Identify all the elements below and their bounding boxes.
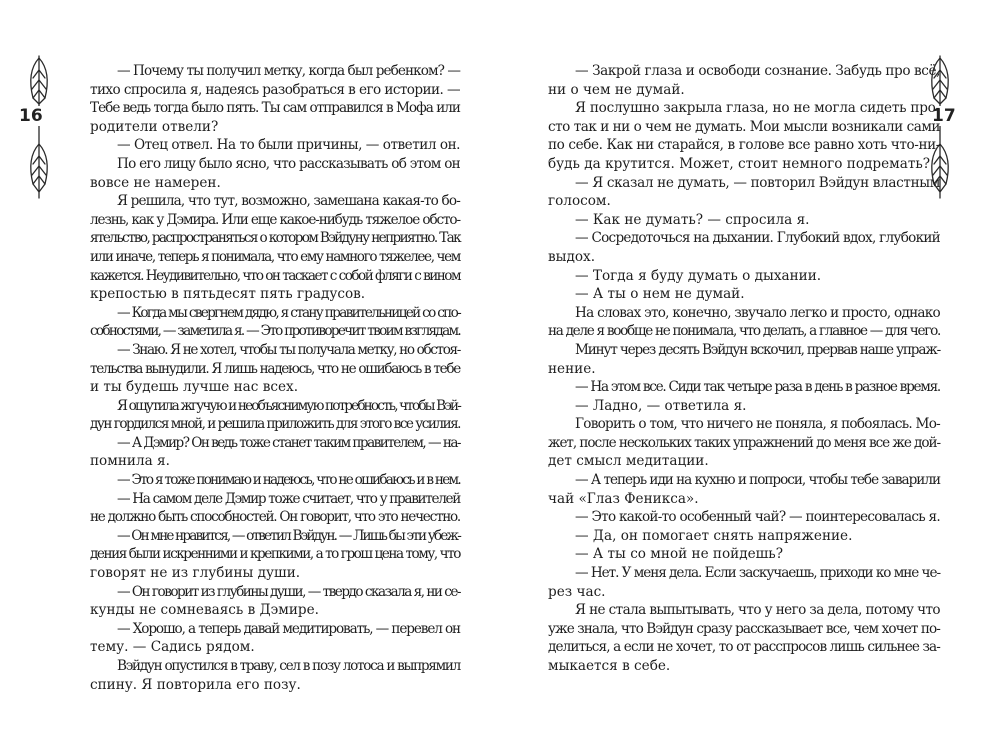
text-line: мыкается в себе.: [548, 658, 671, 674]
text-line: дения были искренними и крепкими, а то грош цена тому, что: [90, 546, 460, 563]
text-line: На словах это, конечно, звучало легко и просто, однако: [575, 304, 940, 321]
text-line: выдох.: [548, 248, 596, 265]
text-line: Я не стала выпытывать, что у него за дела, потому что: [575, 602, 940, 619]
text-line: на деле я вообще не понимала, что делать, а главное — для чего.: [548, 323, 940, 340]
text-line: — Он мне нравится, — ответил Вэйдун. — Лишь бы эти убеж-: [117, 527, 460, 544]
text-line: — Я сказал не думать, — повторил Вэйдун властным: [575, 174, 940, 191]
text-line: — Нет. У меня дела. Если заскучаешь, приходи ко мне че-: [575, 565, 940, 582]
text-column: [90, 62, 460, 694]
text-line: дет смысл медитации.: [548, 453, 709, 470]
feather-icon: [24, 52, 54, 202]
text-line: Вэйдун опустился в траву, сел в позу лотоса и выпрямил: [117, 658, 460, 674]
text-line: нение.: [548, 360, 596, 377]
text-line: не должно быть способностей. Он говорит, что это нечестно.: [90, 509, 460, 526]
text-line: — Он говорит из глубины души, — твердо сказала я, ни се-: [117, 583, 460, 600]
text-line: дун гордился мной, и решила приложить для этого все усилия.: [90, 416, 460, 433]
text-line: или иначе, теперь я понимала, что ему намного тяжелее, чем: [90, 248, 460, 265]
text-line: — Это я тоже понимаю и надеюсь, что не ошибаюсь и в нем.: [117, 472, 460, 489]
text-line: жет, после нескольких таких упражнений до меня все же дой-: [548, 434, 940, 451]
text-line: тему. — Садись рядом.: [90, 639, 255, 656]
text-line: Тебе ведь тогда было пять. Ты сам отправился в Мофа или: [90, 100, 460, 117]
text-line: крепостью в пятьдесят пять градусов.: [90, 286, 366, 303]
right-page: [500, 0, 1000, 750]
text-line: ятельство, распространяться о котором Вэйдуну неприятно. Так: [90, 230, 460, 247]
text-line: и ты будешь лучше нас всех.: [90, 379, 299, 396]
text-line: — Это какой-то особенный чай? — поинтересовалась я.: [575, 509, 940, 526]
text-line: чай «Глаз Феникса».: [548, 490, 699, 507]
text-line: говорят не из глубины души.: [90, 565, 301, 582]
text-line: — А ты со мной не пойдешь?: [575, 546, 783, 563]
text-line: делиться, а если не хочет, то от расспросов лишь сильнее за-: [548, 639, 940, 656]
text-line: по себе. Как ни старайся, в голове все равно хоть что-ни-: [548, 137, 940, 154]
text-line: сто так и ни о чем не думать. Мои мысли возникали сами: [548, 118, 940, 135]
text-line: кунды не сомневаясь в Дэмире.: [90, 602, 319, 619]
text-line: будь да крутится. Может, стоит немного подремать?: [548, 155, 931, 172]
text-line: — Ладно, — ответила я.: [575, 397, 747, 414]
text-line: собностями, — заметила я. — Это противоречит твоим взглядам.: [90, 323, 460, 340]
text-column: [548, 62, 940, 676]
text-line: — Сосредоточься на дыхании. Глубокий вдох, глубокий: [575, 230, 940, 247]
text-line: голосом.: [548, 193, 611, 210]
text-line: вовсе не намерен.: [90, 174, 221, 191]
text-line: тихо спросила я, надеясь разобраться в его истории. —: [90, 81, 460, 98]
text-line: — А теперь иди на кухню и попроси, чтобы тебе заварили: [575, 472, 940, 489]
text-line: — А Дэмир? Он ведь тоже станет таким правителем, — на-: [117, 434, 460, 451]
text-line: — Да, он помогает снять напряжение.: [575, 527, 853, 544]
text-line: — Почему ты получил метку, когда был ребенком? —: [117, 63, 460, 79]
text-line: — На самом деле Дэмир тоже считает, что у правителей: [117, 490, 460, 507]
text-line: Минут через десять Вэйдун вскочил, прервав наше упраж-: [575, 341, 940, 358]
text-line: уже знала, что Вэйдун сразу рассказывает все, чем хочет по-: [548, 620, 940, 637]
text-line: родители отвели?: [90, 118, 219, 135]
text-line: кажется. Неудивительно, что он таскает с собой фляги с вином: [90, 267, 460, 284]
text-line: — Отец отвел. На то были причины, — ответил он.: [117, 137, 460, 154]
text-line: Я ощутила жгучую и необъяснимую потребность, чтобы Вэй-: [117, 397, 460, 414]
text-line: — Когда мы свергнем дядю, я стану правительницей со спо-: [117, 304, 460, 321]
text-line: Я послушно закрыла глаза, но не могла сидеть про-: [575, 100, 940, 117]
text-line: — А ты о нем не думай.: [575, 286, 745, 303]
text-line: — Закрой глаза и освободи сознание. Забудь про всё,: [575, 63, 940, 79]
text-line: — Тогда я буду думать о дыхании.: [575, 267, 822, 284]
text-line: ни о чем не думай.: [548, 81, 685, 98]
text-line: — Как не думать? — спросила я.: [575, 211, 810, 228]
text-line: По его лицу было ясно, что рассказывать об этом он: [117, 155, 460, 172]
text-line: Говорить о том, что ничего не поняла, я побоялась. Мо-: [575, 416, 940, 433]
text-line: помнила я.: [90, 453, 170, 470]
page-number: 16: [19, 106, 43, 126]
text-line: лезнь, как у Дэмира. Или еще какое-нибудь тяжелое обсто-: [90, 211, 460, 228]
text-line: Я решила, что тут, возможно, замешана какая-то бо-: [117, 193, 460, 210]
text-line: спину. Я повторила его позу.: [90, 676, 301, 693]
text-line: тельства вынудили. Я лишь надеюсь, что не ошибаюсь в тебе: [90, 360, 460, 377]
page-number: 17: [932, 106, 956, 126]
text-line: — Хорошо, а теперь давай медитировать, — перевел он: [117, 620, 460, 637]
text-line: — На этом все. Сиди так четыре раза в день в разное время.: [575, 379, 940, 396]
text-line: — Знаю. Я не хотел, чтобы ты получала метку, но обстоя-: [117, 341, 460, 358]
text-line: рез час.: [548, 583, 606, 600]
